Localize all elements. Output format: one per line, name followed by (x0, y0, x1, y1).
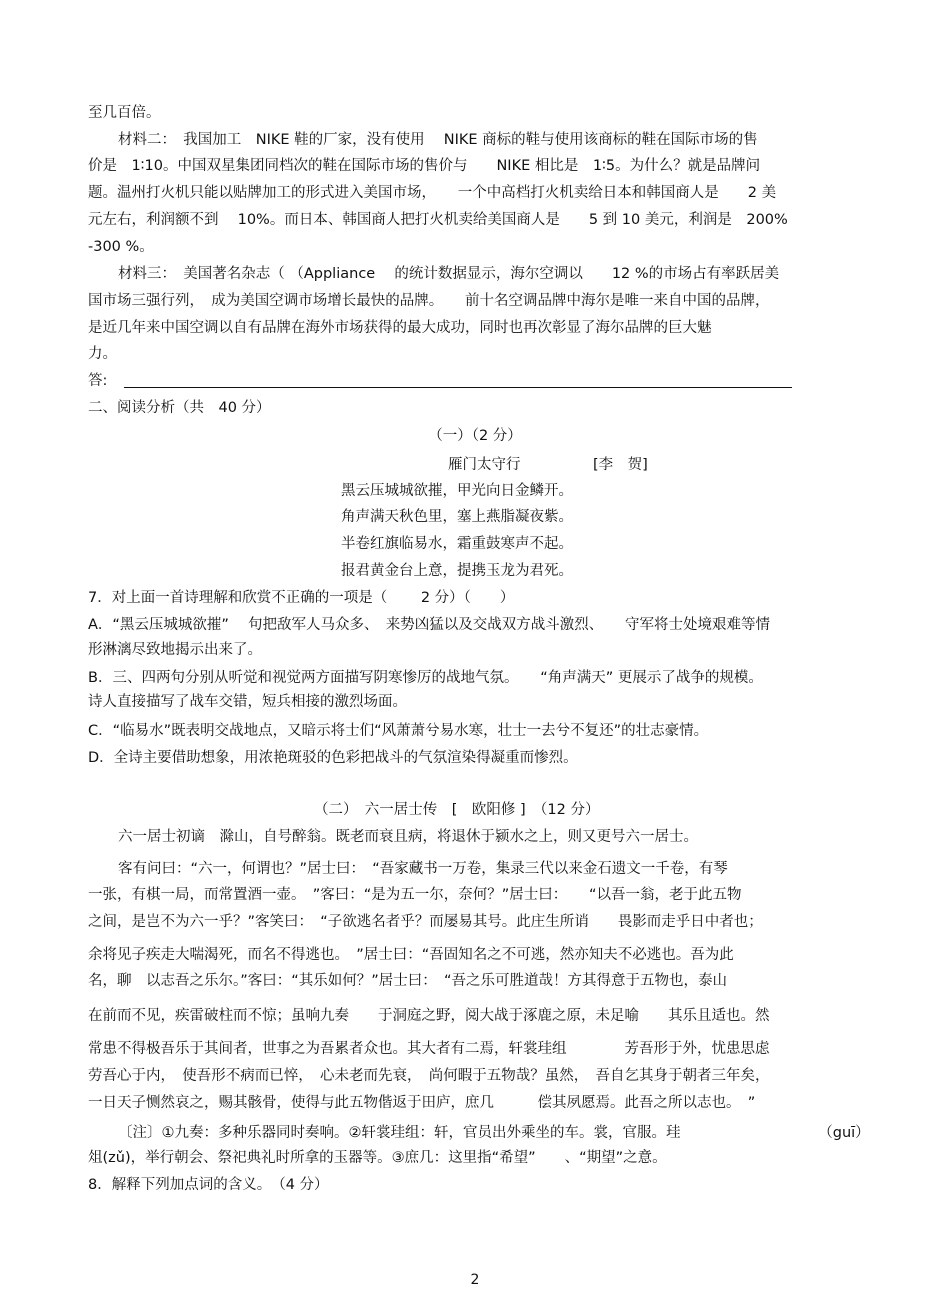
material-three-line: 材料三： 美国著名杂志（ （Appliance 的统计数据显示，海尔空调以 12 %的市场占有率跃居美 (118, 266, 780, 282)
subsection-heading: （二） 六一居士传 [ 欧阳修 ] （12 分） (314, 802, 600, 818)
prose-line: 一张，有棋一局，而常置酒一壶。 ”客曰：“是为五一尔，奈何？”居士曰： “以吾一翁，老于此五物 (88, 887, 742, 903)
poem-line: 半卷红旗临易水，霜重鼓寒声不起。 (341, 536, 573, 552)
option-a: A．“黑云压城城欲摧” 句把敌军人马众多、 来势凶猛以及交战双方战斗激烈、 守军将士处境艰难等情 (88, 617, 771, 633)
material-two-line: 题。温州打火机只能以贴牌加工的形式进入美国市场， 一个中高档打火机卖给日本和韩国商人是 2 美 (88, 185, 777, 201)
answer-label: 答: (88, 373, 108, 389)
question-8: 8．解释下列加点词的含义。 （4 分） (88, 1177, 329, 1193)
option-a-cont: 形淋漓尽致地揭示出来了。 (88, 642, 262, 658)
material-three-line: 是近几年来中国空调以自有品牌在海外市场获得的最大成功，同时也再次彰显了海尔品牌的巨大魅 (88, 320, 712, 336)
notes-line: 俎(zǔ)，举行朝会、祭祀典礼时所拿的玉器等。③庶几：这里指“希望” 、“期望”之意。 (88, 1150, 667, 1166)
subsection-heading: （一）（2 分） (428, 428, 522, 444)
poem-line: 角声满天秋色里，塞上燕脂凝夜紫。 (341, 509, 573, 525)
option-b-cont: 诗人直接描写了战车交错，短兵相接的激烈场面。 (88, 694, 407, 710)
section-heading: 二、阅读分析（共 40 分） (88, 400, 271, 416)
option-d: D．全诗主要借助想象，用浓艳斑驳的色彩把战斗的气氛渲染得凝重而惨烈。 (88, 750, 578, 766)
poem-title: 雁门太守行 [李 贺] (448, 457, 648, 473)
text-line: 至几百倍。 (88, 105, 161, 121)
question-7: 7．对上面一首诗理解和欣赏不正确的一项是（ 2 分）（ ） (88, 590, 515, 606)
material-three-line: 力。 (88, 346, 117, 362)
prose-line: 六一居士初谪 滁山，自号醉翁。既老而衰且病，将退休于颍水之上，则又更号六一居士。 (118, 829, 698, 845)
prose-line: 一日天子恻然哀之，赐其骸骨，使得与此五物偕返于田庐，庶几 偿其夙愿焉。此吾之所以志也。 ” (88, 1095, 756, 1111)
option-c: C．“临易水”既表明交战地点，又暗示将士们“风萧萧兮易水寒，壮士一去兮不复还”的壮志豪情。 (88, 723, 709, 739)
page-number: 2 (470, 1272, 480, 1288)
prose-line: 常患不得极吾乐于其间者，世事之为吾累者众也。其大者有二焉，轩裳珪组 芳吾形于外，忧患思虑 (88, 1041, 770, 1057)
material-two-line: 价是 1∶10。中国双星集团同档次的鞋在国际市场的售价与 NIKE 相比是 1∶5。为什么？就是品牌问 (88, 158, 761, 174)
prose-line: 在前而不见，疾雷破柱而不惊；虽响九奏 于洞庭之野，阅大战于涿鹿之原，未足喻 其乐且适也。然 (88, 1008, 770, 1024)
material-three-line: 国市场三强行列， 成为美国空调市场增长最快的品牌。 前十名空调品牌中海尔是唯一来自中国的品牌， (88, 293, 770, 309)
notes-line: 〔注〕①九奏：多种乐器同时奏响。②轩裳珪组：轩，官员出外乘坐的车。裳，官服。珪 （guī） (118, 1125, 870, 1141)
material-two-line: 元左右，利润额不到 10%。而日本、韩国商人把打火机卖给美国商人是 5 到 10 美元，利润是 200% (88, 212, 788, 228)
prose-line: 客有问曰：“六一，何谓也？”居士曰： “吾家藏书一万卷，集录三代以来金石遗文一千卷，有琴 (118, 861, 728, 877)
prose-line: 名，聊 以志吾之乐尔。”客曰：“其乐如何？”居士曰： “吾之乐可胜道哉！方其得意于五物也，泰山 (88, 973, 728, 989)
poem-line: 报君黄金台上意，提携玉龙为君死。 (341, 563, 573, 579)
material-two-line: -300 %。 (88, 239, 154, 255)
prose-line: 余将见子疾走大喘渴死，而名不得逃也。 ”居士曰：“吾固知名之不可逃，然亦知夫不必逃也。吾为此 (88, 947, 734, 963)
material-two-line: 材料二： 我国加工 NIKE 鞋的厂家，没有使用 NIKE 商标的鞋与使用该商标的鞋在国际市场的售 (118, 132, 758, 148)
option-b: B．三、四两句分别从听觉和视觉两方面描写阴寒惨厉的战地气氛。 “角声满天” 更展示了战争的规模。 (88, 670, 763, 686)
prose-line: 劳吾心于内， 使吾形不病而已悴， 心未老而先衰， 尚何暇于五物哉？虽然， 吾自乞其身于朝者三年矣， (88, 1068, 770, 1084)
poem-line: 黑云压城城欲摧，甲光向日金鳞开。 (341, 483, 573, 499)
answer-blank-line[interactable] (124, 387, 792, 388)
prose-line: 之间，是岂不为六一乎？”客笑曰： “子欲逃名者乎？而屡易其号。此庄生所诮 畏影而走乎日中者也； (88, 914, 763, 930)
